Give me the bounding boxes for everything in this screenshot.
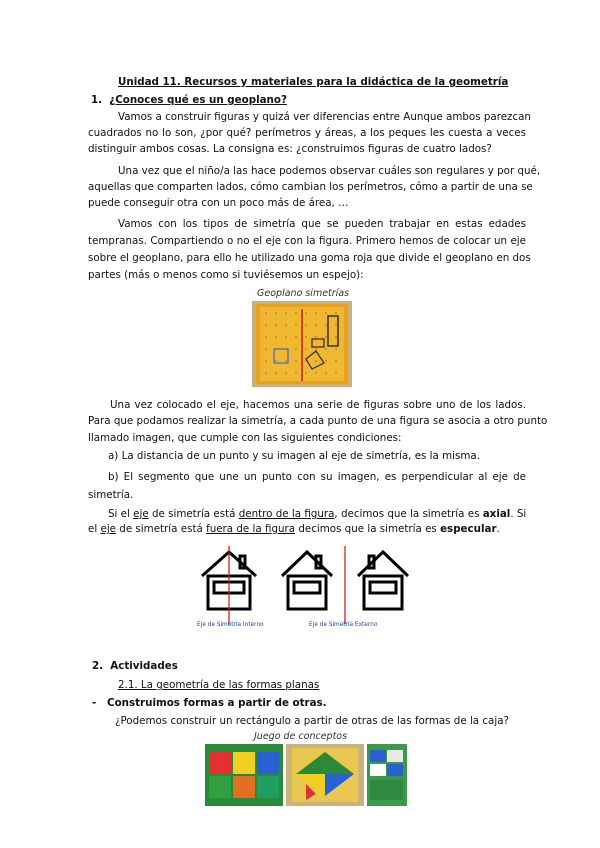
- p2-line-1: Una vez que el niño/a las hace podemos observar cuáles son regulares y por qué,: [118, 165, 541, 177]
- geoplano-caption: Geoplano simetrías: [257, 288, 350, 299]
- p2-line-3: puede conseguir otra con un poco más de área, …: [88, 197, 349, 209]
- p4-line-1: Una vez colocado el eje, hacemos una serie de figuras sobre uno de los lados.: [110, 399, 526, 411]
- subsection-2-1: 2.1. La geometría de las formas planas: [118, 679, 320, 691]
- geoplano-photo: [252, 301, 352, 387]
- axial-term: axial: [482, 508, 511, 520]
- axial-eje: eje: [133, 508, 149, 520]
- photo-game-box: [367, 744, 407, 806]
- house-left-external: [282, 552, 332, 609]
- bullet-item: [92, 697, 327, 710]
- axial-text-2: de simetría está: [148, 508, 239, 520]
- section-2-number: 2.: [92, 660, 104, 672]
- photo-color-tiles: [205, 744, 283, 806]
- section-2-heading: [92, 660, 178, 673]
- p1-line-1: Vamos a construir figuras y quizá ver diferencias entre Aunque ambos parezcan: [118, 111, 531, 123]
- axial-text-3: , decimos que la simetría es: [334, 508, 483, 520]
- house-right-external: [358, 552, 408, 609]
- axial-text-1: Si el: [108, 508, 134, 520]
- p3-line-1: Vamos con los tipos de simetría que se pueden trabajar en estas edades: [118, 218, 526, 230]
- axial-sentence: [88, 506, 526, 522]
- especular-sentence: [88, 523, 500, 536]
- especular-text-3: decimos que la simetría es: [295, 523, 441, 535]
- p3-line-2: tempranas. Compartiendo o no el eje con la figura. Primero hemos de colocar un eje: [88, 235, 526, 247]
- symmetry-houses-diagram: [182, 546, 422, 630]
- especular-fuera: fuera de la figura: [206, 523, 296, 535]
- axial-text-4: . Si: [510, 508, 527, 520]
- p4-line-2: Para que podamos realizar la simetría, a cada punto de una figura se asocia a otro punto: [88, 415, 548, 427]
- bullet-text: Construimos formas a partir de otras.: [107, 697, 327, 709]
- label-eje-interno: Eje de Simetría Interno: [197, 622, 264, 628]
- label-eje-externo: Eje de Simetría Externo: [309, 622, 378, 628]
- condition-b-line-2: simetría.: [88, 489, 134, 501]
- axial-dentro: dentro de la figura: [238, 508, 335, 520]
- p1-line-2: cuadrados no lo son, ¿por qué? perímetros y áreas, a los peques les cuesta a veces: [88, 127, 526, 139]
- condition-a: a) La distancia de un punto y su imagen al eje de simetría, es la misma.: [108, 450, 480, 462]
- especular-text-2: de simetría está: [116, 523, 207, 535]
- p2-line-2: aquellas que comparten lados, cómo cambian los perímetros, cómo a partir de una se: [88, 181, 533, 193]
- juego-caption: Juego de conceptos: [254, 731, 348, 742]
- p3-line-4: partes (más o menos como si tuviésemos un espejo):: [88, 269, 364, 281]
- activity-question: ¿Podemos construir un rectángulo a partir de otras de las formas de la caja?: [115, 715, 509, 727]
- p4-line-3: llamado imagen, que cumple con las siguientes condiciones:: [88, 432, 402, 444]
- photo-tangram-board: [286, 744, 364, 806]
- condition-b-line-1: b) El segmento que une un punto con su imagen, es perpendicular al eje de: [108, 471, 526, 483]
- especular-eje: eje: [100, 523, 117, 535]
- especular-text-4: .: [496, 523, 500, 535]
- section-2-title: Actividades: [110, 660, 178, 672]
- especular-text-1: el: [88, 523, 101, 535]
- section-1-title: ¿Conoces qué es un geoplano?: [109, 94, 287, 106]
- p1-line-3: distinguir ambos cosas. La consigna es: ¿construimos figuras de cuatro lados?: [88, 143, 492, 155]
- p3-line-3: sobre el geoplano, para ello he utilizado una goma roja que divide el geoplano en dos: [88, 252, 531, 264]
- page-title: Unidad 11. Recursos y materiales para la didáctica de la geometría: [118, 76, 509, 88]
- section-1-heading: [91, 94, 287, 107]
- especular-term: especular: [440, 523, 497, 535]
- bullet-marker: -: [92, 697, 97, 709]
- section-1-number: 1.: [91, 94, 103, 106]
